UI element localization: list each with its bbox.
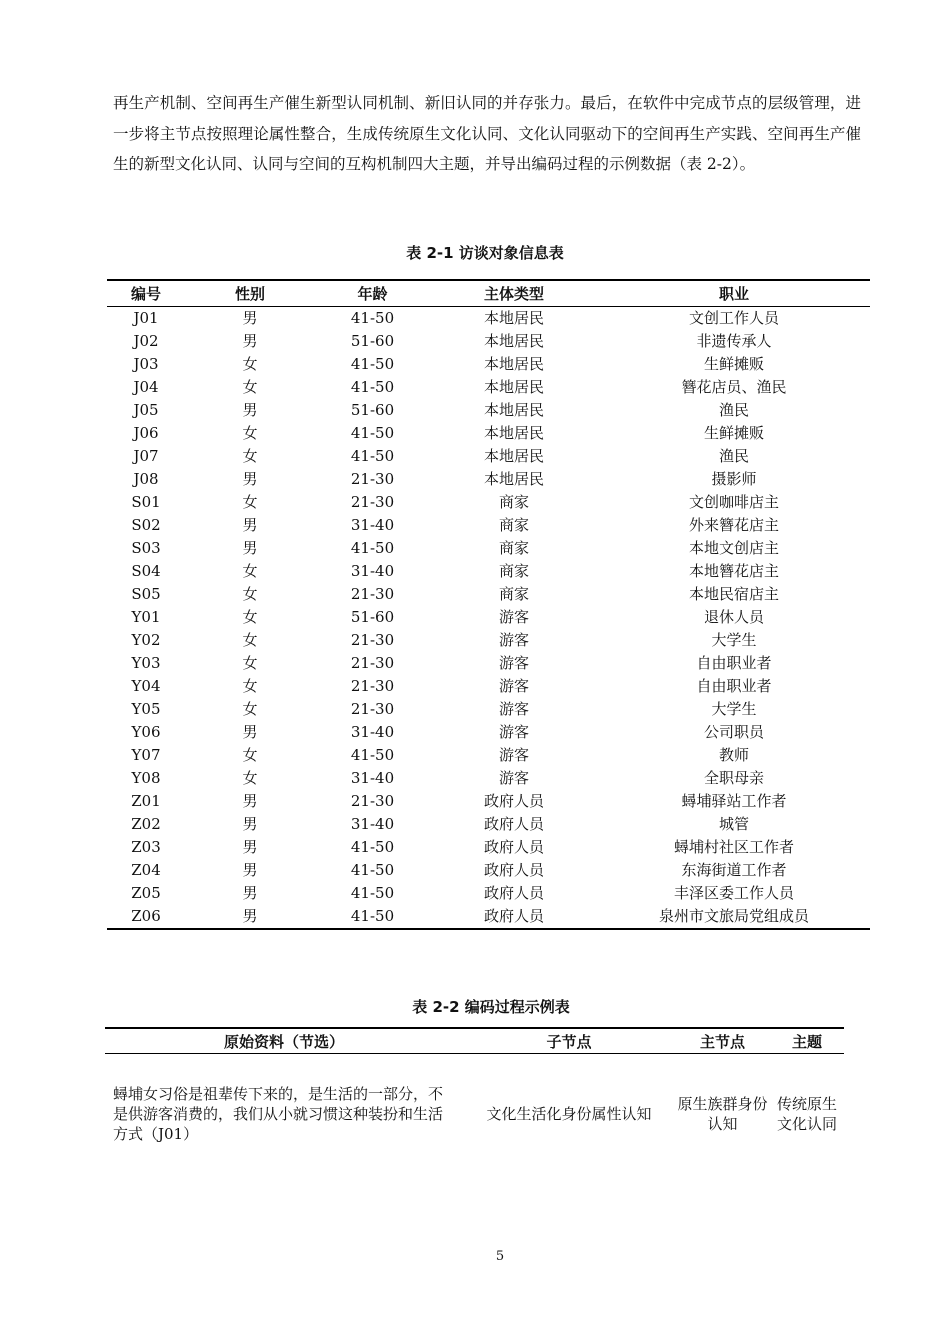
id-cell: J02 — [133, 332, 159, 350]
table-2-caption: 表 2-2 编码过程示例表 — [412, 998, 570, 1016]
table-row — [107, 537, 870, 560]
occupation-cell: 大学生 — [711, 700, 757, 718]
subject-type-cell: 商家 — [498, 493, 529, 511]
subject-type-cell: 政府人员 — [483, 861, 544, 879]
id-cell: Y08 — [131, 769, 161, 787]
table-row — [107, 813, 870, 836]
id-cell: S04 — [131, 562, 161, 580]
age-cell: 41-50 — [350, 447, 395, 465]
coding-example-table — [105, 1027, 844, 1174]
table-body — [107, 307, 870, 930]
occupation-cell: 文创工作人员 — [688, 309, 779, 327]
id-cell: J05 — [133, 401, 159, 419]
table-row — [107, 422, 870, 445]
subject-type-cell: 本地居民 — [483, 355, 544, 373]
gender-cell: 女 — [242, 746, 258, 764]
age-cell: 31-40 — [350, 516, 395, 534]
age-cell: 51-60 — [350, 401, 395, 419]
column-header-subject-type: 主体类型 — [430, 280, 598, 307]
table-row — [107, 767, 870, 790]
age-cell: 21-30 — [350, 631, 395, 649]
id-cell: Y02 — [131, 631, 161, 649]
table-row — [107, 606, 870, 629]
occupation-cell: 自由职业者 — [696, 654, 772, 672]
gender-cell: 男 — [242, 861, 258, 879]
id-cell: Y04 — [131, 677, 161, 695]
table-row — [107, 376, 870, 399]
subject-type-cell: 游客 — [498, 700, 529, 718]
subject-type-cell: 政府人员 — [483, 792, 544, 810]
age-cell: 21-30 — [350, 792, 395, 810]
occupation-cell: 大学生 — [711, 631, 757, 649]
gender-cell: 女 — [242, 562, 258, 580]
table-1-caption: 表 2-1 访谈对象信息表 — [406, 244, 564, 262]
age-cell: 31-40 — [350, 769, 395, 787]
table-row — [105, 1054, 844, 1175]
table-row — [107, 353, 870, 376]
table-row — [107, 859, 870, 882]
gender-cell: 男 — [242, 792, 258, 810]
gender-cell: 男 — [242, 539, 258, 557]
id-cell: S05 — [131, 585, 161, 603]
table-row — [107, 560, 870, 583]
occupation-cell: 公司职员 — [703, 723, 764, 741]
occupation-cell: 丰泽区委工作人员 — [673, 884, 794, 902]
age-cell: 21-30 — [350, 470, 395, 488]
id-cell: J06 — [133, 424, 159, 442]
gender-cell: 女 — [242, 769, 258, 787]
gender-cell: 女 — [242, 355, 258, 373]
age-cell: 41-50 — [350, 355, 395, 373]
id-cell: Z06 — [131, 907, 161, 925]
age-cell: 41-50 — [350, 861, 395, 879]
subject-type-cell: 本地居民 — [483, 424, 544, 442]
gender-cell: 男 — [242, 332, 258, 350]
table-row — [107, 882, 870, 905]
age-cell: 21-30 — [350, 700, 395, 718]
occupation-cell: 外来簪花店主 — [688, 516, 779, 534]
occupation-cell: 摄影师 — [711, 470, 757, 488]
gender-cell: 男 — [242, 401, 258, 419]
age-cell: 41-50 — [350, 884, 395, 902]
gender-cell: 女 — [242, 378, 258, 396]
occupation-cell: 本地民宿店主 — [688, 585, 779, 603]
table-row — [107, 744, 870, 767]
id-cell: J01 — [133, 309, 159, 327]
occupation-cell: 东海街道工作者 — [681, 861, 787, 879]
occupation-cell: 生鲜摊贩 — [703, 424, 764, 442]
id-cell: S03 — [131, 539, 161, 557]
gender-cell: 男 — [242, 907, 258, 925]
gender-cell: 女 — [242, 585, 258, 603]
gender-cell: 女 — [242, 424, 258, 442]
id-cell: Z03 — [131, 838, 161, 856]
age-cell: 41-50 — [350, 746, 395, 764]
id-cell: Z04 — [131, 861, 161, 879]
table-row — [107, 652, 870, 675]
interviewee-info-table — [107, 279, 870, 930]
age-cell: 21-30 — [350, 677, 395, 695]
occupation-cell: 非遗传承人 — [696, 332, 772, 350]
id-cell: Y03 — [131, 654, 161, 672]
main-node-cell: 原生族群身份认知 — [677, 1095, 768, 1133]
column-header-sub-node: 子节点 — [463, 1028, 675, 1054]
table-row — [107, 721, 870, 744]
age-cell: 51-60 — [350, 608, 395, 626]
gender-cell: 男 — [242, 723, 258, 741]
subject-type-cell: 本地居民 — [483, 447, 544, 465]
age-cell: 31-40 — [350, 815, 395, 833]
gender-cell: 女 — [242, 608, 258, 626]
occupation-cell: 蟳埔驿站工作者 — [681, 792, 787, 810]
table-row — [107, 836, 870, 859]
subject-type-cell: 政府人员 — [483, 884, 544, 902]
subject-type-cell: 游客 — [498, 631, 529, 649]
page-number: 5 — [495, 1249, 505, 1264]
gender-cell: 女 — [242, 677, 258, 695]
column-header-theme: 主题 — [770, 1028, 844, 1054]
occupation-cell: 本地文创店主 — [688, 539, 779, 557]
column-header-occupation: 职业 — [598, 280, 870, 307]
age-cell: 41-50 — [350, 378, 395, 396]
occupation-cell: 生鲜摊贩 — [703, 355, 764, 373]
id-cell: Z05 — [131, 884, 161, 902]
table-row — [107, 307, 870, 331]
id-cell: Z01 — [131, 792, 161, 810]
occupation-cell: 蟳埔村社区工作者 — [673, 838, 794, 856]
subject-type-cell: 本地居民 — [483, 378, 544, 396]
subject-type-cell: 游客 — [498, 746, 529, 764]
gender-cell: 女 — [242, 447, 258, 465]
occupation-cell: 文创咖啡店主 — [688, 493, 779, 511]
subject-type-cell: 游客 — [498, 723, 529, 741]
id-cell: J07 — [133, 447, 159, 465]
table-row — [107, 790, 870, 813]
id-cell: S02 — [131, 516, 161, 534]
column-header-id: 编号 — [107, 280, 185, 307]
gender-cell: 男 — [242, 309, 258, 327]
column-header-gender: 性别 — [185, 280, 315, 307]
table-row — [107, 675, 870, 698]
age-cell: 51-60 — [350, 332, 395, 350]
subject-type-cell: 本地居民 — [483, 309, 544, 327]
gender-cell: 男 — [242, 884, 258, 902]
subject-type-cell: 游客 — [498, 677, 529, 695]
subject-type-cell: 本地居民 — [483, 401, 544, 419]
id-cell: J04 — [133, 378, 159, 396]
gender-cell: 男 — [242, 470, 258, 488]
occupation-cell: 本地簪花店主 — [688, 562, 779, 580]
id-cell: J08 — [133, 470, 159, 488]
table-row — [107, 468, 870, 491]
age-cell: 41-50 — [350, 424, 395, 442]
gender-cell: 男 — [242, 838, 258, 856]
occupation-cell: 全职母亲 — [703, 769, 764, 787]
age-cell: 41-50 — [350, 539, 395, 557]
gender-cell: 女 — [242, 700, 258, 718]
occupation-cell: 自由职业者 — [696, 677, 772, 695]
column-header-age: 年龄 — [315, 280, 430, 307]
subject-type-cell: 本地居民 — [483, 332, 544, 350]
table-row — [107, 399, 870, 422]
table-row — [107, 583, 870, 606]
sub-node-cell: 文化生活化身份属性认知 — [486, 1105, 652, 1123]
theme-cell: 传统原生文化认同 — [776, 1095, 837, 1133]
table-header-row — [107, 280, 870, 307]
id-cell: Y07 — [131, 746, 161, 764]
column-header-source: 原始资料（节选） — [105, 1028, 463, 1054]
gender-cell: 女 — [242, 493, 258, 511]
subject-type-cell: 商家 — [498, 585, 529, 603]
occupation-cell: 教师 — [718, 746, 749, 764]
subject-type-cell: 商家 — [498, 562, 529, 580]
id-cell: J03 — [133, 355, 159, 373]
subject-type-cell: 游客 — [498, 769, 529, 787]
subject-type-cell: 政府人员 — [483, 815, 544, 833]
subject-type-cell: 政府人员 — [483, 838, 544, 856]
age-cell: 21-30 — [350, 585, 395, 603]
age-cell: 31-40 — [350, 723, 395, 741]
gender-cell: 女 — [242, 631, 258, 649]
id-cell: S01 — [131, 493, 161, 511]
table-row — [107, 491, 870, 514]
column-header-main-node: 主节点 — [675, 1028, 770, 1054]
occupation-cell: 泉州市文旅局党组成员 — [658, 907, 809, 925]
table-row — [107, 698, 870, 721]
age-cell: 21-30 — [350, 654, 395, 672]
table-row — [107, 330, 870, 353]
age-cell: 41-50 — [350, 309, 395, 327]
subject-type-cell: 政府人员 — [483, 907, 544, 925]
gender-cell: 女 — [242, 654, 258, 672]
subject-type-cell: 本地居民 — [483, 470, 544, 488]
age-cell: 31-40 — [350, 562, 395, 580]
id-cell: Y05 — [131, 700, 161, 718]
id-cell: Z02 — [131, 815, 161, 833]
table-row — [107, 514, 870, 537]
occupation-cell: 簪花店员、渔民 — [681, 378, 787, 396]
occupation-cell: 城管 — [718, 815, 749, 833]
table-row — [107, 445, 870, 468]
occupation-cell: 渔民 — [718, 401, 749, 419]
age-cell: 41-50 — [350, 838, 395, 856]
subject-type-cell: 商家 — [498, 539, 529, 557]
gender-cell: 男 — [242, 516, 258, 534]
table-header-row — [105, 1028, 844, 1054]
gender-cell: 男 — [242, 815, 258, 833]
age-cell: 21-30 — [350, 493, 395, 511]
id-cell: Y06 — [131, 723, 161, 741]
occupation-cell: 退休人员 — [703, 608, 764, 626]
body-paragraph: 再生产机制、空间再生产催生新型认同机制、新旧认同的并存张力。最后，在软件中完成节点的层级管理，进一步将主节点按照理论属性整合，生成传统原生文化认同、文化认同驱动下的空间再生产实践、空间再生产催生的新型文化认同、认同与空间的互构机制四大主题，并导出编码过程的示例数据（表 2-2）。 — [113, 94, 861, 173]
subject-type-cell: 游客 — [498, 654, 529, 672]
subject-type-cell: 商家 — [498, 516, 529, 534]
table-row — [107, 629, 870, 652]
table-row — [107, 905, 870, 929]
source-excerpt-cell: 蟳埔女习俗是祖辈传下来的，是生活的一部分，不是供游客消费的，我们从小就习惯这种装扮和生活方式（J01） — [113, 1085, 444, 1143]
subject-type-cell: 游客 — [498, 608, 529, 626]
age-cell: 41-50 — [350, 907, 395, 925]
occupation-cell: 渔民 — [718, 447, 749, 465]
id-cell: Y01 — [131, 608, 161, 626]
